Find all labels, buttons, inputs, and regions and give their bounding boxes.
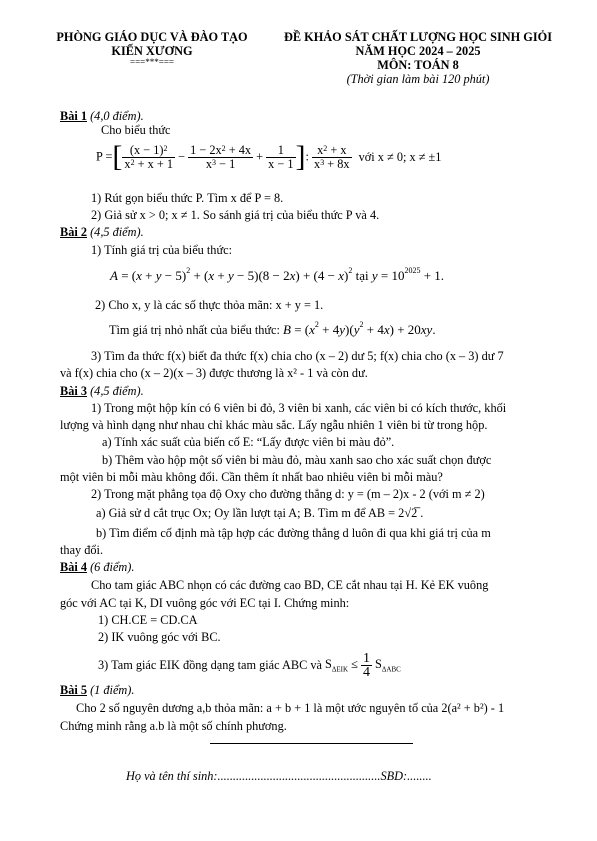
bai1-intro: Cho biểu thức: [101, 123, 171, 137]
bai5-title: Bài 5: [60, 683, 87, 697]
end-divider: [210, 743, 413, 744]
bai4-heading: [60, 560, 134, 575]
bai3-l1: 1) Trong một hộp kín có 6 viên bi đỏ, 3 viên bi xanh, các viên bi có kích thước, khối: [91, 401, 507, 415]
bai2-heading: [60, 225, 144, 240]
bai2-q3b: và f(x) chia cho (x – 2)(x – 3) được thương là x² - 1 và còn dư.: [60, 366, 368, 380]
bai3-l9: thay đổi.: [60, 543, 104, 557]
bai3-l7: a) Giả sử d cắt trục Ox; Oy lần lượt tại A; B. Tìm m để AB = 2√2̅ .: [96, 506, 424, 520]
bai2-q2b: Tìm giá trị nhỏ nhất của biểu thức: $B = (x^2 + 4y)(y^2 + 4x) + 20xy$.: [109, 320, 436, 337]
bai2-q2: 2) Cho x, y là các số thực thỏa mãn: x + y = 1.: [95, 298, 324, 312]
bai2-title: Bài 2: [60, 225, 87, 239]
bai2-q1: 1) Tính giá trị của biểu thức:: [91, 243, 232, 257]
bai4-q3: 3) Tam giác EIK đồng dạng tam giác ABC và $S_{\Delta EIK}$ ≤ $\frac{1}{4}$ $S_{\Delta ABC}$: [98, 651, 401, 680]
header-divider: ===***===: [130, 57, 174, 67]
bai5-l1: Cho 2 số nguyên dương a,b thỏa mãn: a + b + 1 là một ước nguyên tố của 2(a² + b²) - 1: [76, 701, 505, 715]
bai3-points: (4,5 điểm).: [90, 384, 144, 398]
bai4-points: (6 điểm).: [90, 560, 135, 574]
bai2-q1-tail: tại: [355, 268, 369, 283]
bai4-l1: Cho tam giác ABC nhọn có các đường cao BD, CE cắt nhau tại H. Kẻ EK vuông: [91, 578, 489, 592]
bai1-q2: 2) Giả sử x > 0; x ≠ 1. So sánh giá trị của biểu thức P và 4.: [91, 208, 380, 222]
bai1-q1: 1) Rút gọn biểu thức P. Tìm x để P = 8.: [91, 191, 284, 205]
bai3-title: Bài 3: [60, 384, 87, 398]
expression-P: P =[ $\frac{(x - 1)^2}{x^2 + x + 1}$ − $\frac{1 - 2x^2 + 4x}{x^3 - 1}$ + $\frac{1}{x - 1}$ ]: $\frac{x^2 + x}{x^3 + 8x}$ với x ≠ 0; x ≠ ±1: [96, 140, 442, 173]
bai4-q2: 2) IK vuông góc với BC.: [98, 630, 221, 644]
bai1-condition: với x ≠ 0; x ≠ ±1: [358, 149, 442, 164]
bai5-heading: [60, 683, 134, 698]
bai4-title: Bài 4: [60, 560, 87, 574]
bai1-heading: [60, 109, 144, 124]
bai2-q2b-text: Tìm giá trị nhỏ nhất của biểu thức:: [109, 323, 280, 337]
bai3-l2: lượng và hình dạng như nhau chỉ khác màu sắc. Lấy ngẫu nhiên 1 viên bi từ trong hộp.: [60, 418, 488, 432]
bai1-points: (4,0 điểm).: [90, 109, 144, 123]
bai2-points: (4,5 điểm).: [90, 225, 144, 239]
department-name: PHÒNG GIÁO DỤC VÀ ĐÀO TẠO: [56, 30, 248, 44]
bai3-l5: một viên bi mỗi màu không đổi. Cần thêm ít nhất bao nhiêu viên bi mỗi màu?: [60, 470, 443, 484]
bai3-l6: 2) Trong mặt phẳng tọa độ Oxy cho đường thẳng d: y = (m – 2)x - 2 (với m ≠ 2): [91, 487, 485, 501]
bai2-q3a: 3) Tìm đa thức f(x) biết đa thức f(x) chia cho (x – 2) dư 5; f(x) chia cho (x – 3) dư 7: [91, 349, 504, 363]
bai3-l3: a) Tính xác suất của biến cố E: “Lấy được viên bi màu đỏ”.: [102, 435, 395, 449]
school-year: NĂM HỌC 2024 – 2025: [355, 44, 481, 58]
bai5-l2: Chứng minh rằng a.b là một số chính phương.: [60, 719, 287, 733]
district-name: KIẾN XƯƠNG: [111, 44, 193, 58]
bai4-l2: góc với AC tại K, DI vuông góc với EC tại I. Chứng minh:: [60, 596, 350, 610]
bai3-heading: [60, 384, 144, 399]
expression-A: $A = (x + y - 5)^2 + (x + y - 5)(8 - 2x) + (4 - x)^2$ tại $y = 10^{2025} + 1$.: [110, 266, 445, 283]
bai4-q1: 1) CH.CE = CD.CA: [98, 613, 198, 627]
exam-title: ĐỀ KHẢO SÁT CHẤT LƯỢNG HỌC SINH GIỎI: [284, 30, 552, 44]
time-limit: (Thời gian làm bài 120 phút): [346, 72, 490, 86]
bai4-q3-text: 3) Tam giác EIK đồng dạng tam giác ABC và: [98, 658, 322, 672]
bai5-points: (1 điểm).: [90, 683, 135, 697]
candidate-info: Họ và tên thí sinh:.....................................................SBD:........: [126, 769, 432, 783]
bai3-l7-text: a) Giả sử d cắt trục Ox; Oy lần lượt tại A; B. Tìm m để AB =: [96, 506, 396, 520]
bai3-l4: b) Thêm vào hộp một số viên bi màu đỏ, màu xanh sao cho xác suất chọn được: [102, 453, 492, 467]
subject: MÔN: TOÁN 8: [377, 58, 459, 72]
bai3-l8: b) Tìm điểm cố định mà tập hợp các đường thẳng d luôn đi qua khi giá trị của m: [96, 526, 491, 540]
bai1-title: Bài 1: [60, 109, 87, 123]
